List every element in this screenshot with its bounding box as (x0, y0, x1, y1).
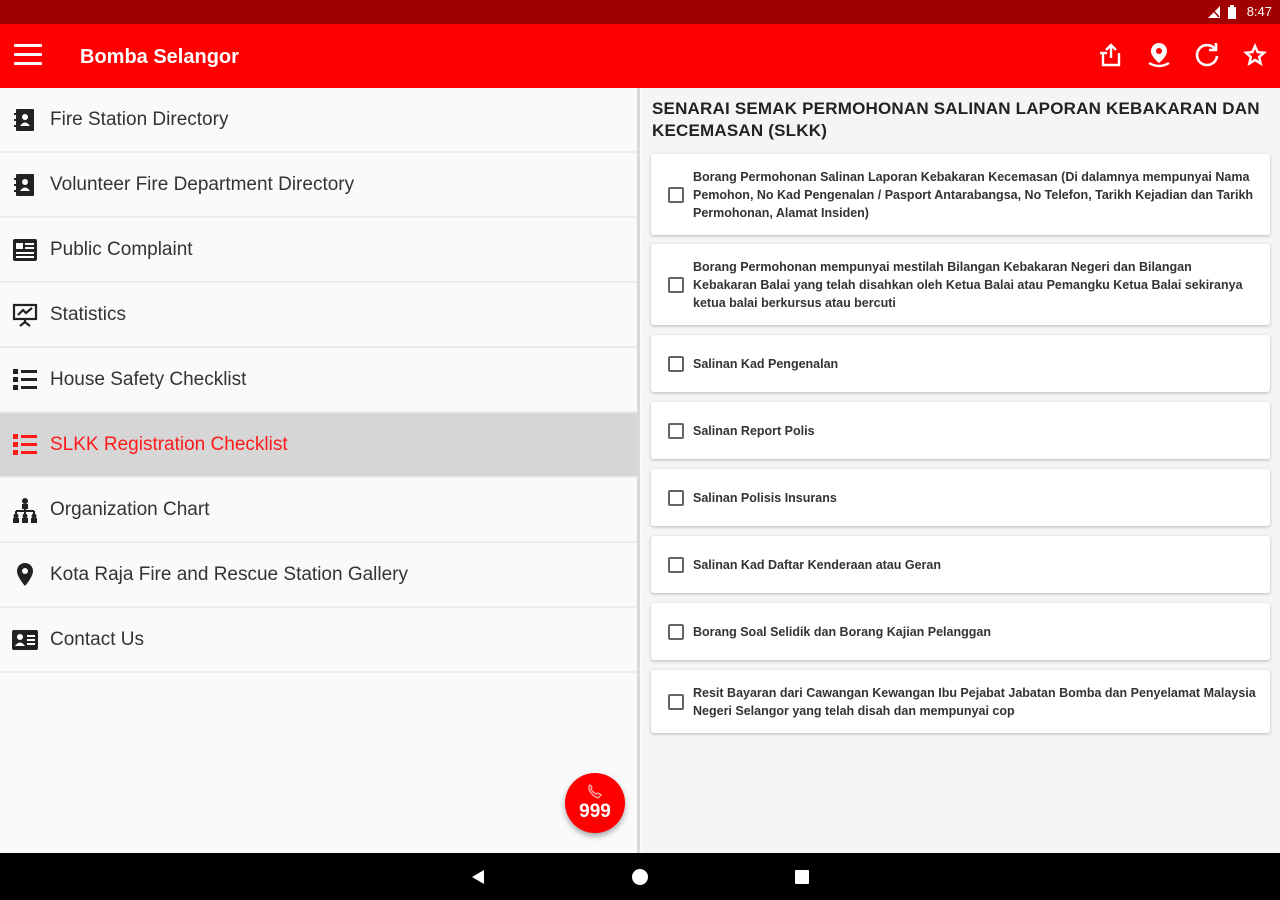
nav-item-kota-raja-gallery[interactable] (0, 543, 637, 608)
checkbox[interactable] (668, 557, 684, 573)
checklist-item-text: Resit Bayaran dari Cawangan Kewangan Ibu Pejabat Jabatan Bomba dan Penyelamat Malaysia Negeri Selangor yang telah disah dan mempunyai cop (693, 685, 1256, 718)
location-pin-icon (12, 562, 38, 588)
checklist-item[interactable] (651, 670, 1270, 733)
contact-card-icon (12, 107, 38, 133)
clock: 8:47 (1246, 4, 1272, 19)
checklist-panel (643, 88, 1280, 853)
presentation-chart-icon (12, 302, 38, 328)
checkbox[interactable] (668, 490, 684, 506)
back-icon[interactable] (467, 866, 489, 888)
nav-item-statistics[interactable] (0, 283, 637, 348)
checklist-item-text: Borang Permohonan Salinan Laporan Kebakaran Kecemasan (Di dalamnya mempunyai Nama Pemohon, No Kad Pengenalan / Pasport Antarabangsa, No Telefon, Tarikh Kejadian dan Tarikh Permohonan, Alamat Insiden) (693, 169, 1254, 220)
checklist-item[interactable] (651, 603, 1270, 660)
nav-label: House Safety Checklist (50, 368, 247, 390)
system-navigation-bar (0, 853, 1280, 900)
checklist-item-text: Salinan Kad Daftar Kenderaan atau Geran (693, 557, 941, 572)
nav-label: Statistics (50, 303, 127, 325)
checklist-item[interactable] (651, 402, 1270, 459)
nav-item-public-complaint[interactable] (0, 218, 637, 283)
checkbox[interactable] (668, 423, 684, 439)
nav-item-house-safety-checklist[interactable] (0, 348, 637, 413)
checklist-icon (12, 367, 38, 393)
checklist-item-text: Salinan Polisis Insurans (693, 490, 837, 505)
nav-label: Fire Station Directory (50, 108, 229, 130)
checkbox[interactable] (668, 624, 684, 640)
org-chart-icon (12, 497, 38, 523)
contact-card-icon (12, 172, 38, 198)
checklist-item[interactable] (651, 335, 1270, 392)
navigation-drawer (0, 88, 640, 853)
checklist-title: SENARAI SEMAK PERMOHONAN SALINAN LAPORAN KEBAKARAN DAN KECEMASAN (SLKK) (652, 99, 1260, 140)
checklist-item[interactable] (651, 244, 1270, 325)
location-icon[interactable] (1144, 40, 1174, 70)
app-bar (0, 24, 1280, 88)
app-title: Bomba Selangor (80, 46, 239, 68)
signal-icon (1207, 5, 1221, 19)
checkbox[interactable] (668, 694, 684, 710)
checkbox[interactable] (668, 187, 684, 203)
home-icon[interactable] (629, 866, 651, 888)
menu-icon[interactable] (14, 44, 42, 68)
contact-book-icon (12, 627, 38, 653)
checklist-item-text: Borang Soal Selidik dan Borang Kajian Pelanggan (693, 624, 991, 639)
checklist-icon (12, 432, 38, 458)
checkbox[interactable] (668, 277, 684, 293)
star-icon[interactable] (1240, 40, 1270, 70)
checkbox[interactable] (668, 356, 684, 372)
complaint-form-icon (12, 237, 38, 263)
nav-label: Contact Us (50, 628, 144, 650)
recents-icon[interactable] (791, 866, 813, 888)
nav-item-fire-station-directory[interactable] (0, 88, 637, 153)
nav-label: Organization Chart (50, 498, 210, 520)
nav-item-slkk-registration-checklist[interactable] (0, 413, 637, 478)
checklist-item[interactable] (651, 536, 1270, 593)
nav-item-contact-us[interactable] (0, 608, 637, 673)
share-icon[interactable] (1096, 40, 1126, 70)
nav-label: SLKK Registration Checklist (50, 433, 288, 455)
nav-label: Kota Raja Fire and Rescue Station Gallery (50, 563, 409, 585)
nav-item-organization-chart[interactable] (0, 478, 637, 543)
battery-icon (1227, 5, 1241, 19)
refresh-icon[interactable] (1192, 40, 1222, 70)
nav-item-volunteer-fire-department-directory[interactable] (0, 153, 637, 218)
nav-label: Volunteer Fire Department Directory (50, 173, 355, 195)
checklist-item-text: Salinan Report Polis (693, 423, 815, 438)
emergency-number: 999 (579, 800, 611, 822)
nav-label: Public Complaint (50, 238, 193, 260)
status-bar (0, 0, 1280, 24)
checklist-item-text: Borang Permohonan mempunyai mestilah Bilangan Kebakaran Negeri dan Bilangan Kebakaran Balai yang telah disahkan oleh Ketua Balai atau Pemangku Ketua Balai sekiranya ketua balai berkursus atau bercuti (693, 259, 1243, 310)
checklist-item-text: Salinan Kad Pengenalan (693, 356, 839, 371)
checklist-item[interactable] (651, 154, 1270, 235)
checklist-item[interactable] (651, 469, 1270, 526)
emergency-call-button[interactable] (565, 773, 625, 833)
